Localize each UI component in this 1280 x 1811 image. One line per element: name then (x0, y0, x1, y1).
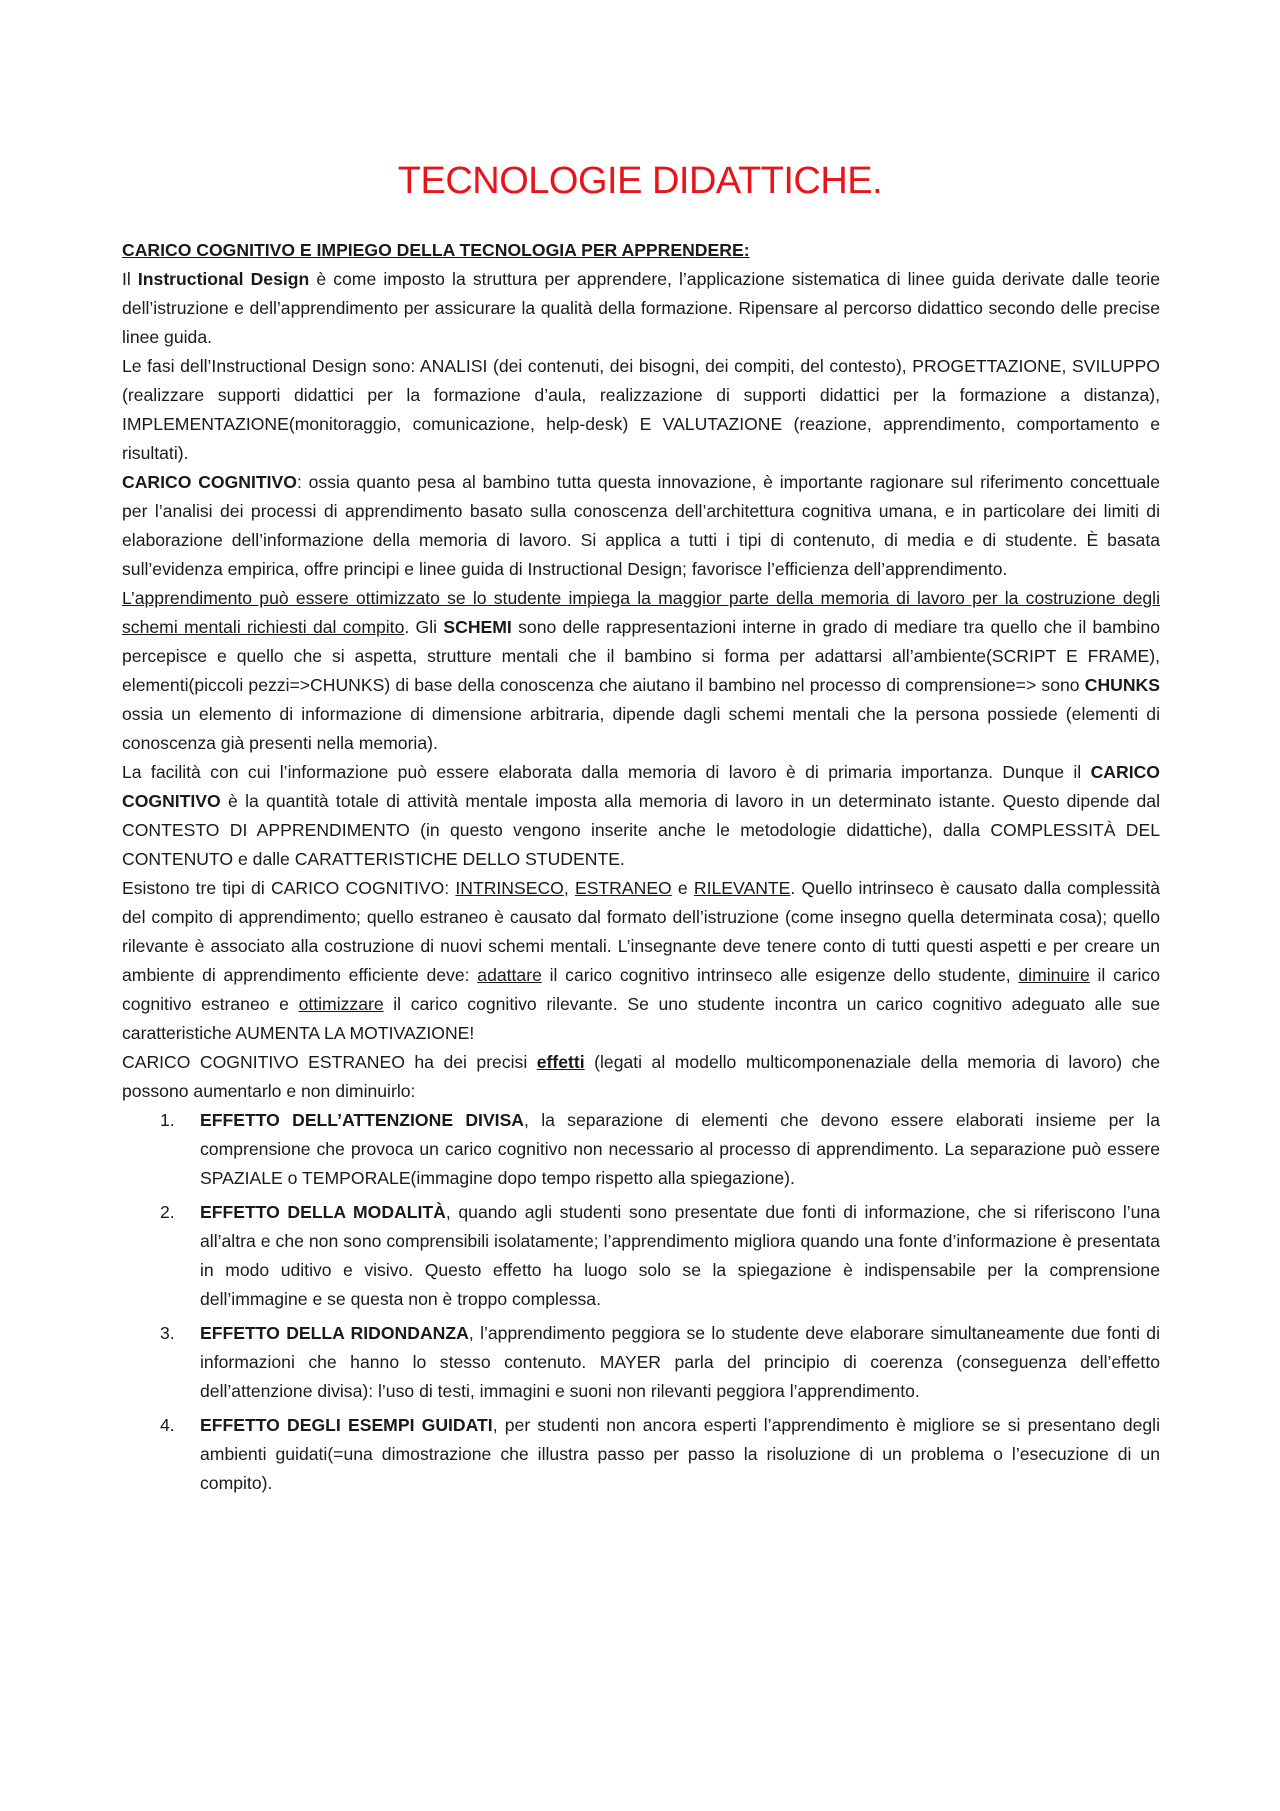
effect-text: , la separazione di elementi che devono essere elaborati insieme per la comprensione che provoca un carico cognitivo non necessario al processo di apprendimento. La separazione può essere SPAZIALE o TEMPORALE(immagine dopo tempo rispetto alla spiegazione). (200, 1110, 1160, 1188)
document-body (122, 236, 1160, 1503)
underlined-text: INTRINSECO (455, 878, 564, 898)
paragraph-cognitive-load (122, 468, 1160, 584)
list-item (160, 1319, 1160, 1406)
text-run: ossia un elemento di informazione di dimensione arbitraria, dipende dagli schemi mentali che la persona possiede (elementi di conoscenza già presenti nella memoria). (122, 704, 1160, 753)
text-run: Esistono tre tipi di CARICO COGNITIVO: (122, 878, 456, 898)
paragraph-extraneous-load (122, 1048, 1160, 1106)
underlined-text: RILEVANTE (693, 878, 791, 898)
text-run: . Quello intrinseco è causato dalla complessità del compito di apprendimento; quello estraneo è causato dal formato dell’istruzione (come insegno quella determinata cosa); quello rilevante è associato alla costruzione di nuovi schemi mentali. L’insegnante deve tenere conto di tutti questi aspetti e per creare un ambiente di apprendimento efficiente deve: (122, 878, 1161, 985)
bold-term: CHUNKS (1084, 675, 1160, 695)
underlined-text: ESTRANEO (574, 878, 672, 898)
text-run: Il (122, 269, 138, 289)
bold-term: CARICO COGNITIVO (122, 762, 1160, 811)
underlined-text: L’apprendimento può essere ottimizzato se lo studente impiega la maggior parte della memoria di lavoro per la costruzione degli schemi mentali richiesti dal compito (122, 588, 1160, 637)
paragraph-phases: Le fasi dell’Instructional Design sono: ANALISI (dei contenuti, dei bisogni, dei compiti, del contesto), PROGETTAZIONE, SVILUPPO (realizzare supporti didattici per la formazione d’aula, realizzazione di supporti didattici per la formazione a distanza), IMPLEMENTAZIONE(monitoraggio, comunicazione, help-desk) E VALUTAZIONE (reazione, apprendimento, comportamento e risultati). (122, 356, 1160, 463)
text-run: il carico cognitivo rilevante. Se uno studente incontra un carico cognitivo adeguato alle sue caratteristiche AUMENTA LA MOTIVAZIONE! (122, 994, 1160, 1043)
list-item (160, 1198, 1160, 1314)
effects-list (122, 1106, 1160, 1498)
page-title: TECNOLOGIE DIDATTICHE. (397, 160, 883, 202)
effect-text: , quando agli studenti sono presentate due fonti di informazione, che si riferiscono l’una all’altra e che non sono comprensibili isolatamente; l’apprendimento migliora quando una fonte d’informazione è presentata in modo uditivo e visivo. Questo effetto ha luogo solo se la spiegazione è indispensabile per la comprensione dell’immagine e se questa non è troppo complessa. (200, 1202, 1160, 1309)
paragraph-schemas (122, 584, 1160, 758)
text-run: il carico cognitivo intrinseco alle esigenze dello studente, (541, 965, 1019, 985)
text-run: , (563, 878, 575, 898)
bold-underlined-term: effetti (536, 1052, 585, 1072)
text-run: e (671, 878, 694, 898)
bold-term: Instructional Design (137, 269, 310, 289)
list-number: 2. (160, 1202, 175, 1222)
list-number: 4. (160, 1415, 175, 1435)
bold-term: CARICO COGNITIVO (122, 472, 297, 492)
effect-title: EFFETTO DEGLI ESEMPI GUIDATI (200, 1415, 493, 1435)
underlined-text: ottimizzare (298, 994, 384, 1014)
text-run: è come imposto la struttura per apprendere, l’applicazione sistematica di linee guida derivate dalle teorie dell’istruzione e dell’apprendimento per assicurare la qualità della formazione. Ripensare al percorso didattico secondo delle precise linee guida. (122, 269, 1160, 347)
list-number: 1. (160, 1110, 175, 1130)
paragraph-load-types (122, 874, 1160, 1048)
text-run: sono delle rappresentazioni interne in grado di mediare tra quello che il bambino percepisce e quello che si aspetta, strutture mentali che il bambino si forma per adattarsi all’ambiente(SCRIPT E FRAME), elementi(piccoli pezzi=>CHUNKS) di base della conoscenza che aiutano il bambino nel processo di comprensione=> sono (122, 617, 1161, 695)
paragraph-instructional-design (122, 265, 1160, 352)
list-item (160, 1411, 1160, 1498)
text-run: è la quantità totale di attività mentale imposta alla memoria di lavoro in un determinato istante. Questo dipende dal CONTESTO DI APPRENDIMENTO (in questo vengono inserite anche le metodologie didattiche), dalla COMPLESSITÀ DEL CONTENUTO e dalle CARATTERISTICHE DELLO STUDENTE. (122, 791, 1160, 869)
text-run: CARICO COGNITIVO ESTRANEO ha dei precisi (122, 1052, 537, 1072)
bold-term: SCHEMI (443, 617, 512, 637)
section-heading: CARICO COGNITIVO E IMPIEGO DELLA TECNOLOGIA PER APPRENDERE: (122, 240, 750, 260)
text-run: il carico cognitivo estraneo e (122, 965, 1160, 1014)
text-run: . Gli (404, 617, 444, 637)
underlined-text: adattare (477, 965, 542, 985)
text-run: La facilità con cui l’informazione può essere elaborata dalla memoria di lavoro è di primaria importanza. Dunque il (122, 762, 1091, 782)
text-run: : ossia quanto pesa al bambino tutta questa innovazione, è importante ragionare sul riferimento concettuale per l’analisi dei processi di apprendimento basato sulla conoscenza dell’architettura cognitiva umana, e in particolare dei limiti di elaborazione dell’informazione della memoria di lavoro. Si applica a tutti i tipi di contenuto, di media e di studente. È basata sull’evidenza empirica, offre principi e linee guida di Instructional Design; favorisce l’efficienza dell’apprendimento. (122, 472, 1161, 579)
list-number: 3. (160, 1323, 175, 1343)
effect-title: EFFETTO DELLA MODALITÀ (200, 1202, 446, 1222)
list-item (160, 1106, 1160, 1193)
underlined-text: diminuire (1018, 965, 1090, 985)
effect-title: EFFETTO DELL’ATTENZIONE DIVISA (200, 1110, 525, 1130)
effect-text: , per studenti non ancora esperti l’apprendimento è migliore se si presentano degli ambienti guidati(=una dimostrazione che illustra passo per passo la risoluzione di un problema o l’esecuzione di un compito). (200, 1415, 1160, 1493)
effect-text: , l’apprendimento peggiora se lo studente deve elaborare simultaneamente due fonti di informazioni che hanno lo stesso contenuto. MAYER parla del principio di coerenza (conseguenza dell’effetto dell’attenzione divisa): l’uso di testi, immagini e suoni non rilevanti peggiora l’apprendimento. (200, 1323, 1160, 1401)
text-run: (legati al modello multicomponenaziale della memoria di lavoro) che possono aumentarlo e non diminuirlo: (122, 1052, 1160, 1101)
paragraph-load-definition (122, 758, 1160, 874)
effect-title: EFFETTO DELLA RIDONDANZA (200, 1323, 469, 1343)
